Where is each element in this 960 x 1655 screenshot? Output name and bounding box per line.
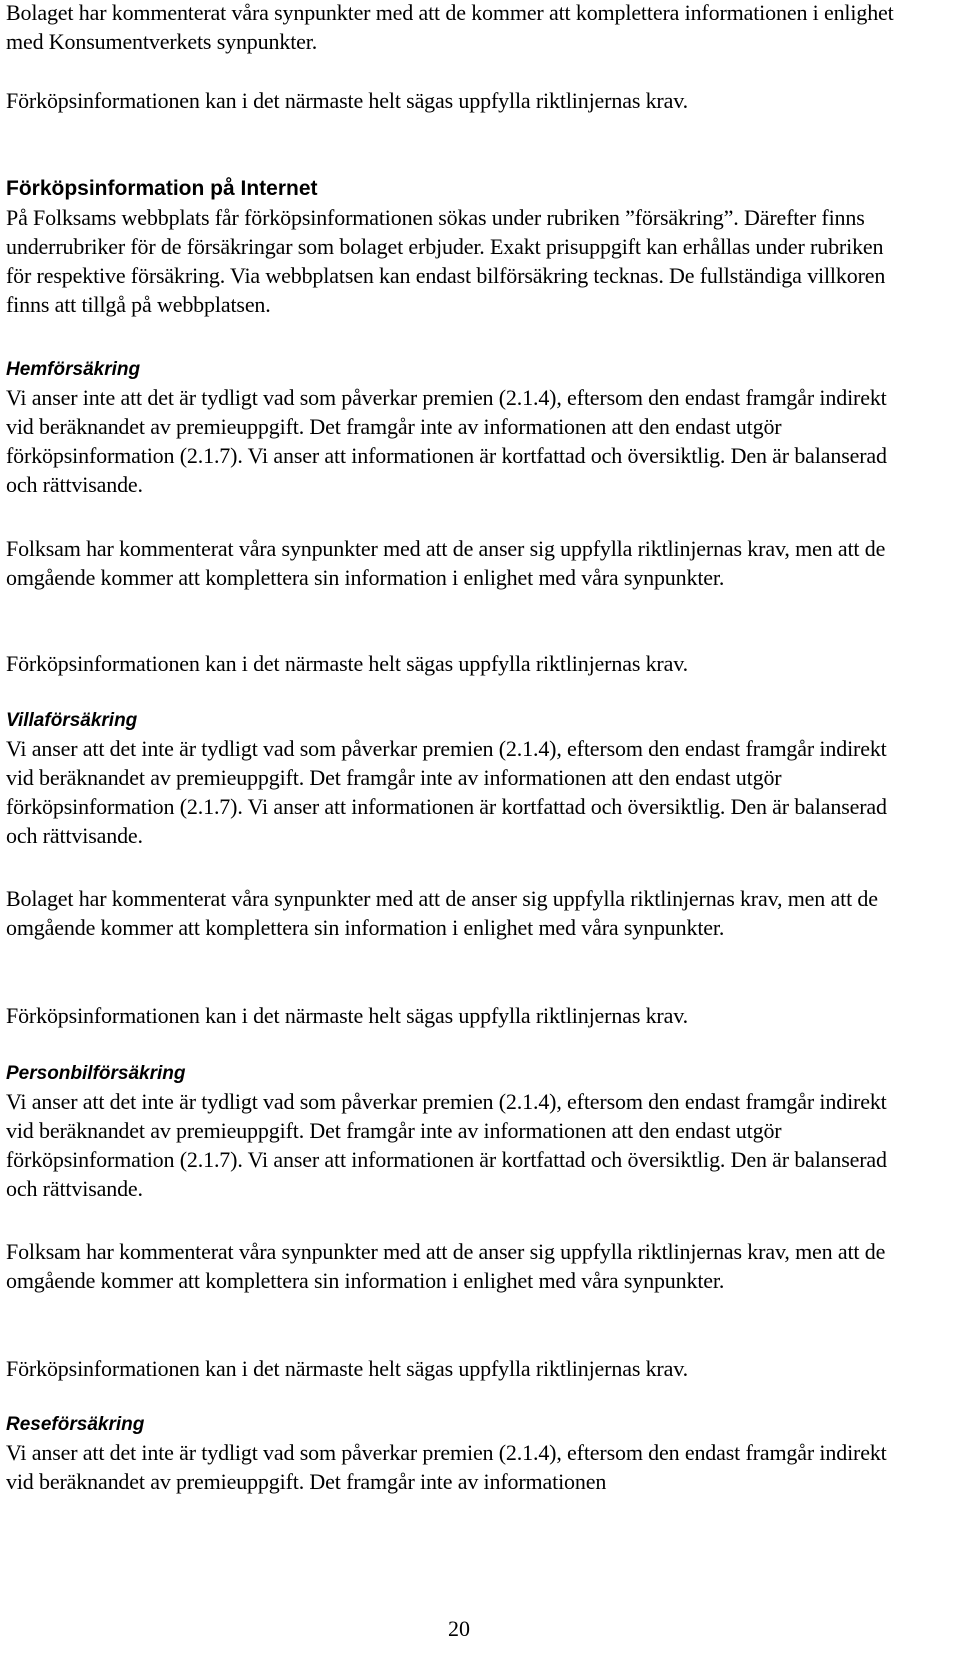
subsection-heading-hemforsakring: Hemförsäkring xyxy=(6,359,141,380)
conclusion-paragraph: Förköpsinformationen kan i det närmaste helt sägas uppfylla riktlinjernas krav. xyxy=(6,1356,688,1381)
company-response-paragraph: Folksam har kommenterat våra synpunkter med att de anser sig uppfylla riktlinjernas krav, men att de omgående kommer att komplettera sin information i enlighet med våra synpunkter. xyxy=(6,536,886,590)
subsection-heading-personbilforsakring: Personbilförsäkring xyxy=(6,1063,186,1084)
section-paragraph: På Folksams webbplats får förköpsinformationen sökas under rubriken ”försäkring”. Därefter finns underrubriker för de försäkringar som bolaget erbjuder. Exakt prisuppgift kan erhållas under rubriken för respektive försäkring. Via webbplatsen kan endast bilförsäkring tecknas. De fullständiga villkoren finns att tillgå på webbplatsen. xyxy=(6,205,886,317)
subsection-heading-villaforsakring: Villaförsäkring xyxy=(6,710,138,731)
company-response-paragraph: Bolaget har kommenterat våra synpunkter med att de anser sig uppfylla riktlinjernas krav, men att de omgående kommer att komplettera sin information i enlighet med våra synpunkter. xyxy=(6,886,878,940)
assessment-paragraph: Vi anser inte att det är tydligt vad som påverkar premien (2.1.4), eftersom den endast framgår indirekt vid beräknandet av premieuppgift. Det framgår inte av informationen att den endast utgör förköpsinformation (2.1.7). Vi anser att informationen är kortfattad och översiktlig. Den är balanserad och rättvisande. xyxy=(6,385,887,497)
assessment-paragraph: Vi anser att det inte är tydligt vad som påverkar premien (2.1.4), eftersom den endast framgår indirekt vid beräknandet av premieuppgift. Det framgår inte av informationen att den endast utgör förköpsinformation (2.1.7). Vi anser att informationen är kortfattad och översiktlig. Den är balanserad och rättvisande. xyxy=(6,1089,887,1201)
intro-conclusion: Förköpsinformationen kan i det närmaste helt sägas uppfylla riktlinjernas krav. xyxy=(6,88,688,113)
page-number: 20 xyxy=(448,1616,470,1641)
assessment-paragraph: Vi anser att det inte är tydligt vad som påverkar premien (2.1.4), eftersom den endast framgår indirekt vid beräknandet av premieuppgift. Det framgår inte av informationen att den endast utgör förköpsinformation (2.1.7). Vi anser att informationen är kortfattad och översiktlig. Den är balanserad och rättvisande. xyxy=(6,736,887,848)
assessment-paragraph: Vi anser att det inte är tydligt vad som påverkar premien (2.1.4), eftersom den endast framgår indirekt vid beräknandet av premieuppgift. Det framgår inte av informationen xyxy=(6,1440,887,1494)
conclusion-paragraph: Förköpsinformationen kan i det närmaste helt sägas uppfylla riktlinjernas krav. xyxy=(6,651,688,676)
intro-paragraph: Bolaget har kommenterat våra synpunkter med att de kommer att komplettera informationen i enlighet med Konsumentverkets synpunkter. xyxy=(6,0,894,54)
subsection-heading-reseforsakring: Reseförsäkring xyxy=(6,1414,145,1435)
section-heading: Förköpsinformation på Internet xyxy=(6,177,318,200)
company-response-paragraph: Folksam har kommenterat våra synpunkter med att de anser sig uppfylla riktlinjernas krav, men att de omgående kommer att komplettera sin information i enlighet med våra synpunkter. xyxy=(6,1239,886,1293)
conclusion-paragraph: Förköpsinformationen kan i det närmaste helt sägas uppfylla riktlinjernas krav. xyxy=(6,1003,688,1028)
